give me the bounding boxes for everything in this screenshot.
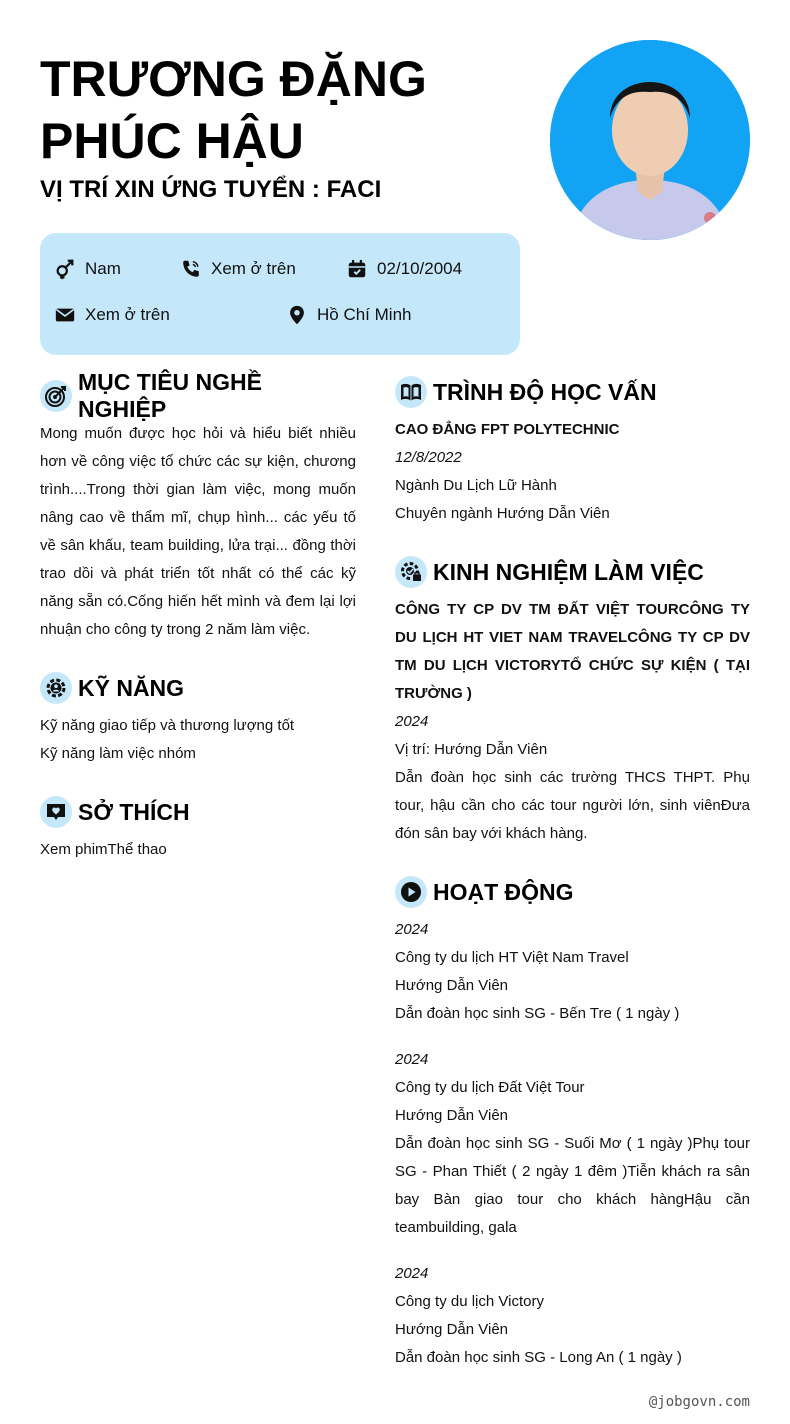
education-major: Ngành Du Lịch Lữ Hành bbox=[395, 477, 557, 494]
calendar-icon bbox=[346, 258, 368, 280]
activity-org: Công ty du lịch Đất Việt Tour bbox=[395, 1079, 585, 1096]
address-field bbox=[286, 304, 411, 326]
activity-desc: Dẫn đoàn học sinh SG - Long An ( 1 ngày ) bbox=[395, 1349, 682, 1366]
gender-icon bbox=[54, 258, 76, 280]
objective-section bbox=[40, 369, 356, 644]
skill-item: Kỹ năng giao tiếp và thương lượng tốt bbox=[40, 717, 295, 734]
candidate-name: TRƯƠNG ĐẶNG PHÚC HẬU bbox=[40, 51, 427, 169]
skill-gear-icon bbox=[40, 672, 72, 704]
work-gear-icon bbox=[395, 556, 427, 588]
skill-item: Kỹ năng làm việc nhóm bbox=[40, 745, 196, 762]
skills-section bbox=[40, 670, 356, 768]
email-field bbox=[54, 304, 170, 326]
experience-description: Dẫn đoàn học sinh các trường THCS THPT. Phụ tour, hậu cần cho các tour người lớn, sinh viênĐưa đón sân bay với khách hàng. bbox=[395, 769, 750, 842]
play-icon bbox=[395, 876, 427, 908]
activity-item bbox=[395, 1260, 750, 1372]
activity-year: 2024 bbox=[395, 1051, 429, 1068]
left-column bbox=[40, 369, 356, 890]
experience-section bbox=[395, 554, 750, 848]
birthday-field bbox=[346, 258, 462, 280]
location-pin-icon bbox=[286, 304, 308, 326]
experience-title: KINH NGHIỆM LÀM VIỆC bbox=[433, 558, 704, 585]
heart-message-icon bbox=[40, 796, 72, 828]
skills-title: KỸ NĂNG bbox=[78, 674, 185, 701]
personal-info-box bbox=[40, 233, 520, 355]
email-value: Xem ở trên bbox=[85, 305, 170, 324]
email-icon bbox=[54, 304, 76, 326]
watermark-link[interactable]: @jobgovn.com bbox=[648, 1394, 750, 1410]
school-name: CAO ĐẲNG FPT POLYTECHNIC bbox=[395, 421, 620, 438]
applied-position: VỊ TRÍ XIN ỨNG TUYỂN : FACI bbox=[40, 176, 382, 203]
phone-icon bbox=[180, 258, 202, 280]
activity-year: 2024 bbox=[395, 1265, 429, 1282]
hobbies-section bbox=[40, 794, 356, 864]
person-photo-icon bbox=[550, 40, 750, 240]
experience-role: Vị trí: Hướng Dẫn Viên bbox=[395, 741, 548, 758]
gender-field bbox=[54, 258, 121, 280]
target-icon bbox=[40, 380, 72, 412]
objective-text: Mong muốn được học hỏi và hiểu biết nhiều hơn về công việc tổ chức các sự kiện, chương trình....Trong thời gian làm việc, mong muốn nâng cao về thẩm mĩ, chụp hình... các yếu tố về sân khấu, team building, lửa trại... đồng thời trao dồi và phát triển tốt nhất có thể các kỹ năng sẵn có.Cống hiến hết mình và đem lại lợi nhuận cho công ty trong 2 năm làm việc. bbox=[40, 425, 356, 638]
activity-org: Công ty du lịch Victory bbox=[395, 1293, 544, 1310]
activity-role: Hướng Dẫn Viên bbox=[395, 977, 508, 994]
activity-desc: Dẫn đoàn học sinh SG - Suối Mơ ( 1 ngày )Phụ tour SG - Phan Thiết ( 2 ngày 1 đêm )Tiễn khách ra sân bay Bàn giao tour cho khách hàngHậu cần teambuilding, gala bbox=[395, 1135, 750, 1236]
birthday-value: 02/10/2004 bbox=[377, 259, 463, 278]
activity-role: Hướng Dẫn Viên bbox=[395, 1107, 508, 1124]
activity-org: Công ty du lịch HT Việt Nam Travel bbox=[395, 949, 629, 966]
activity-item bbox=[395, 916, 750, 1028]
objective-title: MỤC TIÊU NGHỀ NGHIỆP bbox=[78, 369, 262, 422]
right-column bbox=[395, 374, 750, 1398]
activity-role: Hướng Dẫn Viên bbox=[395, 1321, 508, 1338]
phone-field bbox=[180, 258, 296, 280]
hobbies-text: Xem phimThể thao bbox=[40, 841, 167, 858]
profile-photo bbox=[550, 40, 750, 240]
education-specialization: Chuyên ngành Hướng Dẫn Viên bbox=[395, 505, 610, 522]
experience-company: CÔNG TY CP DV TM ĐẤT VIỆT TOURCÔNG TY DU LỊCH HT VIET NAM TRAVELCÔNG TY CP DV TM DU LỊCH VICTORYTỔ CHỨC SỰ KIỆN ( TẠI TRƯỜNG ) bbox=[395, 601, 750, 702]
education-section bbox=[395, 374, 750, 528]
education-date: 12/8/2022 bbox=[395, 449, 462, 466]
experience-year: 2024 bbox=[395, 713, 429, 730]
activity-item bbox=[395, 1046, 750, 1242]
activities-section bbox=[395, 874, 750, 1372]
education-title: TRÌNH ĐỘ HỌC VẤN bbox=[433, 378, 657, 405]
hobbies-title: SỞ THÍCH bbox=[78, 798, 190, 825]
gender-value: Nam bbox=[85, 259, 121, 278]
activity-year: 2024 bbox=[395, 921, 429, 938]
address-value: Hồ Chí Minh bbox=[317, 305, 412, 324]
phone-value: Xem ở trên bbox=[211, 259, 296, 278]
activity-desc: Dẫn đoàn học sinh SG - Bến Tre ( 1 ngày ) bbox=[395, 1005, 680, 1022]
book-icon bbox=[395, 376, 427, 408]
activities-title: HOẠT ĐỘNG bbox=[433, 878, 574, 905]
